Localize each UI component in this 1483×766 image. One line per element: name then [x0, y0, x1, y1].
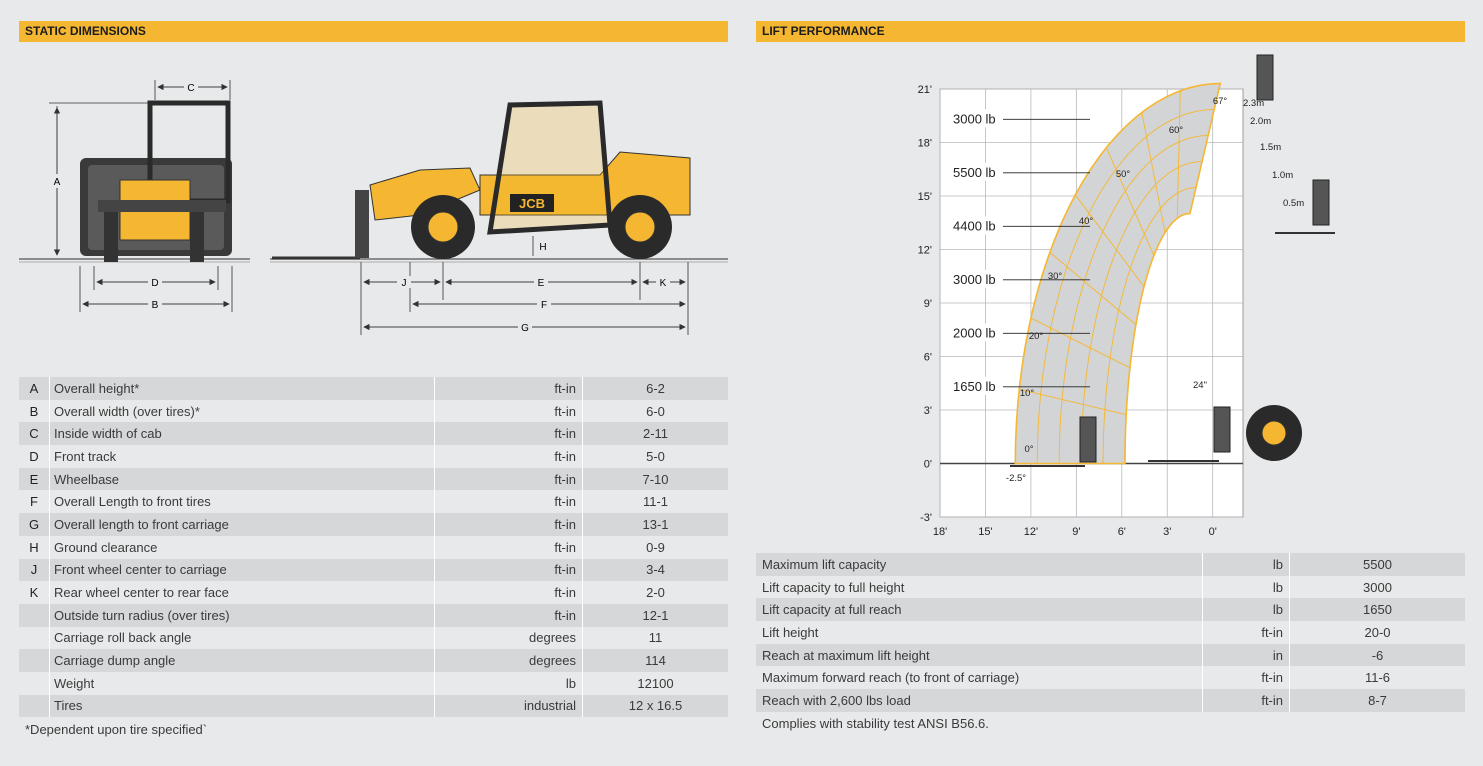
lift-row	[756, 689, 1465, 712]
dimension-label: Overall width (over tires)*	[50, 400, 435, 423]
boom-angle-label: 10°	[1019, 388, 1035, 399]
dim-label-f: F	[540, 300, 548, 311]
dimension-unit: ft-in	[435, 400, 583, 423]
dimension-letter: K	[19, 581, 50, 604]
spec-value: 3000	[1290, 576, 1466, 599]
static-row	[19, 445, 728, 468]
dimension-value: 6-0	[583, 400, 729, 423]
dimension-value: 13-1	[583, 513, 729, 536]
spec-value: 1650	[1290, 598, 1466, 621]
dimension-letter: J	[19, 559, 50, 582]
y-tick-label: -3'	[920, 512, 932, 524]
dimension-letter: A	[19, 377, 50, 400]
spec-unit: lb	[1203, 553, 1290, 576]
spec-value: -6	[1290, 644, 1466, 667]
lift-footnote: Complies with stability test ANSI B56.6.	[762, 716, 989, 731]
dimension-label: Overall Length to front tires	[50, 490, 435, 513]
dimension-value: 2-0	[583, 581, 729, 604]
side-view-machine	[272, 103, 690, 259]
zone-label: 4400 lb	[953, 218, 996, 234]
dimension-letter	[19, 649, 50, 672]
spec-unit: lb	[1203, 598, 1290, 621]
chart-annotations	[1193, 380, 1207, 391]
dimension-value: 7-10	[583, 468, 729, 491]
dimension-label: Wheelbase	[50, 468, 435, 491]
dimension-letter: G	[19, 513, 50, 536]
dimension-value: 11-1	[583, 490, 729, 513]
dimension-letter: D	[19, 445, 50, 468]
dimension-value: 6-2	[583, 377, 729, 400]
static-row	[19, 581, 728, 604]
static-dimensions-header: STATIC DIMENSIONS	[19, 21, 728, 42]
wheel-hub-icon	[1262, 421, 1286, 445]
boom-angle-label: 20°	[1028, 331, 1044, 342]
extension-label: 0.5m	[1283, 198, 1305, 209]
dimension-label: Carriage dump angle	[50, 649, 435, 672]
lift-row	[756, 666, 1465, 689]
static-row	[19, 627, 728, 650]
dimension-unit: ft-in	[435, 581, 583, 604]
y-tick-label: 18'	[917, 137, 932, 150]
dimension-label: Inside width of cab	[50, 422, 435, 445]
y-tick-label: 0'	[923, 458, 932, 471]
y-axis-ticks	[918, 84, 932, 524]
spec-unit: in	[1203, 644, 1290, 667]
dimension-value: 114	[583, 649, 729, 672]
lift-performance-table	[756, 553, 1465, 712]
lift-row	[756, 576, 1465, 599]
dimension-unit: ft-in	[435, 536, 583, 559]
dimension-label: Ground clearance	[50, 536, 435, 559]
x-axis-ticks	[933, 526, 1217, 538]
static-row	[19, 377, 728, 400]
dimension-value: 12 x 16.5	[583, 695, 729, 718]
y-tick-label: 6'	[923, 351, 932, 364]
x-tick-label: 15'	[978, 526, 993, 538]
dimension-label: Outside turn radius (over tires)	[50, 604, 435, 627]
dimension-label: Overall height*	[50, 377, 435, 400]
zone-label: 2000 lb	[953, 325, 996, 341]
carriage-icon	[1080, 417, 1096, 462]
static-row	[19, 422, 728, 445]
dim-label-b: B	[151, 300, 159, 311]
lift-row	[756, 598, 1465, 621]
spec-value: 11-6	[1290, 666, 1466, 689]
dimension-value: 3-4	[583, 559, 729, 582]
spec-value: 5500	[1290, 553, 1466, 576]
spec-label: Lift capacity to full height	[756, 576, 1203, 599]
dimension-label: Carriage roll back angle	[50, 627, 435, 650]
lift-performance-header: LIFT PERFORMANCE	[756, 21, 1465, 42]
x-tick-label: 0'	[1208, 526, 1217, 538]
dim-label-a: A	[53, 177, 61, 188]
spec-label: Reach with 2,600 lbs load	[756, 689, 1203, 712]
spec-unit: ft-in	[1203, 689, 1290, 712]
dim-label-d: D	[151, 278, 159, 289]
boom-angle-label: 67°	[1212, 96, 1228, 107]
static-dimensions-table	[19, 377, 728, 717]
boom-angle-label: 0°	[1024, 444, 1034, 455]
side-view-brand: JCB	[518, 196, 546, 211]
y-tick-label: 21'	[917, 84, 932, 96]
dimension-value: 2-11	[583, 422, 729, 445]
dimension-unit: ft-in	[435, 604, 583, 627]
y-tick-label: 15'	[917, 191, 932, 203]
extension-label: 2.3m	[1243, 98, 1265, 109]
dimension-letter: E	[19, 468, 50, 491]
dim-label-h: H	[539, 242, 547, 253]
y-tick-label: 3'	[923, 405, 932, 417]
y-tick-label: 12'	[917, 244, 932, 257]
zone-label: 3000 lb	[953, 271, 996, 287]
y-tick-label: 9'	[923, 298, 932, 310]
dimension-unit: ft-in	[435, 445, 583, 468]
dimension-label: Front wheel center to carriage	[50, 559, 435, 582]
x-tick-label: 12'	[1023, 526, 1039, 538]
dimension-label: Tires	[50, 695, 435, 718]
lift-performance-chart	[900, 75, 1305, 545]
dim-label-k: K	[659, 278, 667, 289]
carriage-icon	[1257, 55, 1273, 100]
dimension-unit: degrees	[435, 627, 583, 650]
dimension-label: Overall length to front carriage	[50, 513, 435, 536]
extension-labels	[1243, 98, 1304, 209]
zone-label: 3000 lb	[953, 111, 996, 127]
boom-angle-label: 30°	[1047, 271, 1063, 282]
dimension-label: Front track	[50, 445, 435, 468]
static-row	[19, 672, 728, 695]
zone-label: 1650 lb	[953, 378, 996, 394]
static-row	[19, 400, 728, 423]
lift-row	[756, 644, 1465, 667]
spec-label: Lift height	[756, 621, 1203, 644]
dimension-value: 11	[583, 627, 729, 650]
dimension-letter: B	[19, 400, 50, 423]
carriage-icon	[1214, 407, 1230, 452]
boom-angle-label: 40°	[1078, 216, 1094, 227]
dimension-letter	[19, 627, 50, 650]
dim-label-g: G	[521, 323, 529, 334]
spec-label: Reach at maximum lift height	[756, 644, 1203, 667]
static-row	[19, 468, 728, 491]
spec-unit: lb	[1203, 576, 1290, 599]
front-view-machine	[80, 103, 232, 262]
clearance-annotation: 24"	[1193, 380, 1207, 391]
static-row	[19, 490, 728, 513]
static-row	[19, 536, 728, 559]
dimension-value: 12100	[583, 672, 729, 695]
dimension-letter	[19, 672, 50, 695]
static-row	[19, 513, 728, 536]
spec-unit: ft-in	[1203, 666, 1290, 689]
spec-value: 20-0	[1290, 621, 1466, 644]
spec-label: Maximum forward reach (to front of carriage)	[756, 666, 1203, 689]
extension-label: 2.0m	[1250, 116, 1272, 127]
dimension-letter: H	[19, 536, 50, 559]
spec-unit: ft-in	[1203, 621, 1290, 644]
x-tick-label: 6'	[1117, 526, 1126, 538]
static-dimensions-diagram	[0, 60, 740, 350]
dimension-letter	[19, 604, 50, 627]
x-tick-label: 18'	[932, 526, 948, 538]
dimension-unit: ft-in	[435, 422, 583, 445]
x-tick-label: 9'	[1072, 526, 1081, 538]
dimension-value: 12-1	[583, 604, 729, 627]
static-row	[19, 695, 728, 718]
extension-label: 1.5m	[1260, 142, 1282, 153]
dimension-unit: lb	[435, 672, 583, 695]
spec-label: Lift capacity at full reach	[756, 598, 1203, 621]
dimension-label: Rear wheel center to rear face	[50, 581, 435, 604]
dimension-unit: ft-in	[435, 559, 583, 582]
boom-angle-label: 50°	[1115, 169, 1131, 180]
dimension-value: 5-0	[583, 445, 729, 468]
dimension-unit: ft-in	[435, 377, 583, 400]
static-footnote: *Dependent upon tire specified`	[25, 722, 208, 737]
lift-row	[756, 553, 1465, 576]
dimension-label: Weight	[50, 672, 435, 695]
dimension-unit: industrial	[435, 695, 583, 718]
dim-label-e: E	[537, 278, 545, 289]
dim-label-j: J	[401, 278, 407, 289]
dimension-unit: ft-in	[435, 513, 583, 536]
dimension-unit: degrees	[435, 649, 583, 672]
static-row	[19, 559, 728, 582]
spec-value: 8-7	[1290, 689, 1466, 712]
static-row	[19, 604, 728, 627]
dimension-unit: ft-in	[435, 468, 583, 491]
boom-angle-label: 60°	[1168, 125, 1184, 136]
carriage-icon	[1313, 180, 1329, 225]
static-row	[19, 649, 728, 672]
x-tick-label: 3'	[1163, 526, 1172, 538]
dimension-value: 0-9	[583, 536, 729, 559]
dim-label-c: C	[187, 83, 195, 94]
lift-row	[756, 621, 1465, 644]
extension-label: 1.0m	[1272, 170, 1294, 181]
spec-label: Maximum lift capacity	[756, 553, 1203, 576]
zone-label: 5500 lb	[953, 164, 996, 180]
dimension-unit: ft-in	[435, 490, 583, 513]
dimension-letter: F	[19, 490, 50, 513]
boom-angle-label: -2.5°	[1005, 473, 1027, 484]
dimension-letter	[19, 695, 50, 718]
dimension-letter: C	[19, 422, 50, 445]
